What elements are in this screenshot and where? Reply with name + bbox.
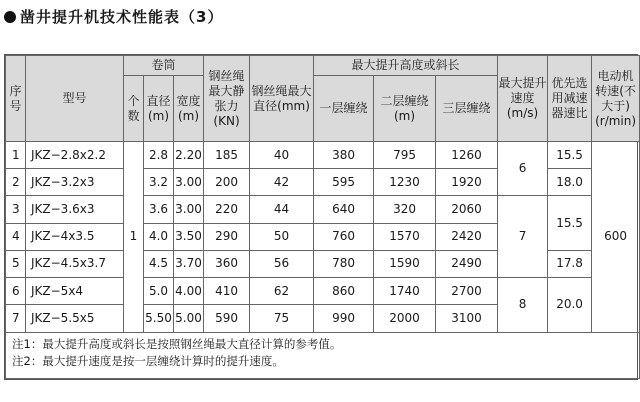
cell-model: JKZ−5.5x5 (26, 305, 124, 332)
cell-model: JKZ−4x3.5 (26, 223, 124, 250)
header-model: 型号 (26, 56, 124, 142)
cell-rope: 75 (250, 305, 314, 332)
cell-seq: 5 (6, 250, 26, 277)
cell-layer-1: 595 (314, 169, 374, 196)
cell-width: 5.00 (174, 305, 204, 332)
cell-tension: 200 (204, 169, 250, 196)
header-layer-3: 三层缠绕 (436, 76, 498, 142)
cell-seq: 7 (6, 305, 26, 332)
bullet-icon (4, 11, 16, 23)
cell-tension: 590 (204, 305, 250, 332)
cell-diameter: 4.0 (144, 223, 174, 250)
cell-layer-2: 320 (374, 196, 436, 223)
cell-drum-count: 1 (124, 142, 144, 333)
cell-tension: 410 (204, 278, 250, 305)
table-row (6, 196, 640, 223)
cell-layer-1: 760 (314, 223, 374, 250)
cell-ratio: 18.0 (548, 169, 592, 196)
cell-speed: 6 (498, 142, 548, 196)
header-tension: 钢丝绳最大静张力(KN) (204, 56, 250, 142)
cell-ratio: 15.5 (548, 196, 592, 250)
cell-layer-1: 990 (314, 305, 374, 332)
cell-layer-2: 795 (374, 142, 436, 169)
header-drum-width: 宽度(m) (174, 76, 204, 142)
table-row (6, 278, 640, 305)
cell-seq: 2 (6, 169, 26, 196)
header-layer-2: 二层缠绕(m) (374, 76, 436, 142)
cell-rope: 44 (250, 196, 314, 223)
cell-width: 4.00 (174, 278, 204, 305)
header-drum-diameter: 直径(m) (144, 76, 174, 142)
cell-seq: 4 (6, 223, 26, 250)
cell-model: JKZ−5x4 (26, 278, 124, 305)
cell-model: JKZ−4.5x3.7 (26, 250, 124, 277)
header-drum: 卷筒 (124, 56, 204, 76)
table-row (6, 142, 640, 169)
cell-rope: 40 (250, 142, 314, 169)
cell-layer-3: 1920 (436, 169, 498, 196)
cell-layer-3: 2700 (436, 278, 498, 305)
cell-layer-3: 2420 (436, 223, 498, 250)
cell-rope: 56 (250, 250, 314, 277)
header-layer-1: 一层缠绕 (314, 76, 374, 142)
cell-width: 3.00 (174, 196, 204, 223)
notes-cell (6, 332, 640, 378)
cell-diameter: 3.2 (144, 169, 174, 196)
cell-width: 3.50 (174, 223, 204, 250)
cell-rope: 62 (250, 278, 314, 305)
header-reducer-ratio: 优先选用减速器速比 (548, 56, 592, 142)
cell-width: 3.70 (174, 250, 204, 277)
cell-diameter: 5.0 (144, 278, 174, 305)
spec-table (5, 55, 640, 379)
cell-tension: 185 (204, 142, 250, 169)
cell-layer-2: 2000 (374, 305, 436, 332)
header-seq: 序号 (6, 56, 26, 142)
cell-width: 3.00 (174, 169, 204, 196)
header-max-speed: 最大提升速度(m/s) (498, 56, 548, 142)
cell-speed: 7 (498, 196, 548, 278)
cell-layer-2: 1570 (374, 223, 436, 250)
header-motor-speed: 电动机转速(不大于)(r/min) (592, 56, 640, 142)
note-2: 注2：最大提升速度是按一层缠绕计算时的提升速度。 (12, 353, 284, 368)
cell-seq: 1 (6, 142, 26, 169)
notes-row (6, 332, 640, 378)
cell-layer-1: 640 (314, 196, 374, 223)
cell-layer-3: 1260 (436, 142, 498, 169)
cell-tension: 220 (204, 196, 250, 223)
cell-motor-speed: 600 (592, 142, 640, 333)
cell-ratio: 15.5 (548, 142, 592, 169)
header-max-height: 最大提升高度或斜长 (314, 56, 498, 76)
cell-rope: 50 (250, 223, 314, 250)
cell-layer-1: 780 (314, 250, 374, 277)
cell-diameter: 4.5 (144, 250, 174, 277)
cell-layer-1: 860 (314, 278, 374, 305)
cell-ratio: 20.0 (548, 278, 592, 332)
cell-layer-2: 1590 (374, 250, 436, 277)
cell-width: 2.20 (174, 142, 204, 169)
cell-layer-3: 2060 (436, 196, 498, 223)
cell-model: JKZ−3.2x3 (26, 169, 124, 196)
cell-seq: 6 (6, 278, 26, 305)
note-1: 注1：最大提升高度或斜长是按照钢丝绳最大直径计算的参考值。 (12, 336, 342, 351)
cell-diameter: 3.6 (144, 196, 174, 223)
header-rope-diameter: 钢丝绳最大直径(mm) (250, 56, 314, 142)
cell-seq: 3 (6, 196, 26, 223)
cell-diameter: 5.50 (144, 305, 174, 332)
cell-diameter: 2.8 (144, 142, 174, 169)
page-title (4, 6, 223, 27)
cell-model: JKZ−3.6x3 (26, 196, 124, 223)
cell-ratio: 17.8 (548, 250, 592, 277)
spec-table-container (4, 54, 638, 380)
cell-tension: 360 (204, 250, 250, 277)
cell-speed: 8 (498, 278, 548, 332)
header-drum-count: 个数 (124, 76, 144, 142)
cell-rope: 42 (250, 169, 314, 196)
cell-layer-2: 1740 (374, 278, 436, 305)
cell-layer-3: 3100 (436, 305, 498, 332)
cell-tension: 290 (204, 223, 250, 250)
cell-layer-1: 380 (314, 142, 374, 169)
page-title-text: 凿井提升机技术性能表（3） (20, 8, 224, 26)
cell-layer-2: 1230 (374, 169, 436, 196)
cell-layer-3: 2490 (436, 250, 498, 277)
cell-model: JKZ−2.8x2.2 (26, 142, 124, 169)
